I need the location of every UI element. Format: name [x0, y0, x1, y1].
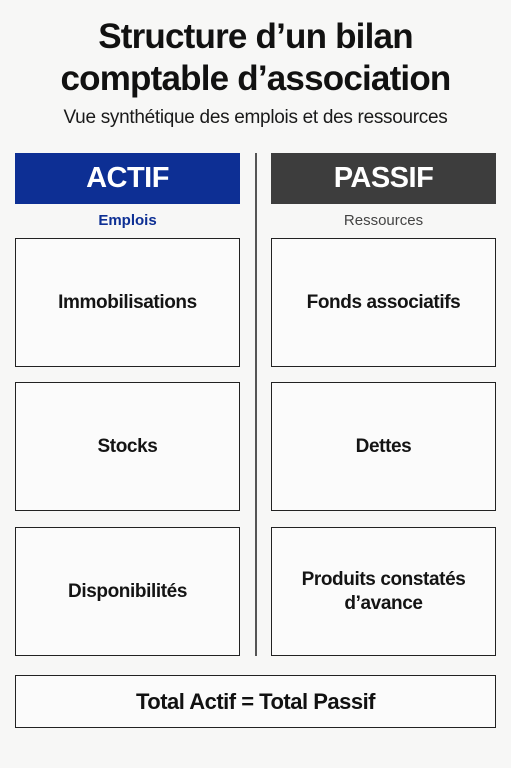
title-line-1: Structure d’un bilan [98, 17, 413, 56]
column-divider [255, 153, 257, 656]
actif-sublabel: Emplois [98, 212, 157, 229]
passif-item-fonds-associatifs: Fonds associatifs [271, 238, 496, 367]
actif-item-stocks: Stocks [15, 382, 240, 511]
title-line-2: comptable d’association [60, 59, 451, 98]
diagram-title [0, 16, 511, 100]
actif-header: ACTIF [15, 153, 240, 204]
passif-item-produits-constates: Produits constatés d’avance [271, 527, 496, 656]
actif-item-immobilisations: Immobilisations [15, 238, 240, 367]
passif-sublabel: Ressources [343, 212, 424, 229]
passif-header: PASSIF [271, 153, 496, 204]
actif-item-disponibilites: Disponibilités [15, 527, 240, 656]
passif-item-dettes: Dettes [271, 382, 496, 511]
total-equation-box: Total Actif = Total Passif [15, 675, 496, 728]
diagram-subtitle: Vue synthétique des emplois et des ressources [63, 107, 448, 128]
